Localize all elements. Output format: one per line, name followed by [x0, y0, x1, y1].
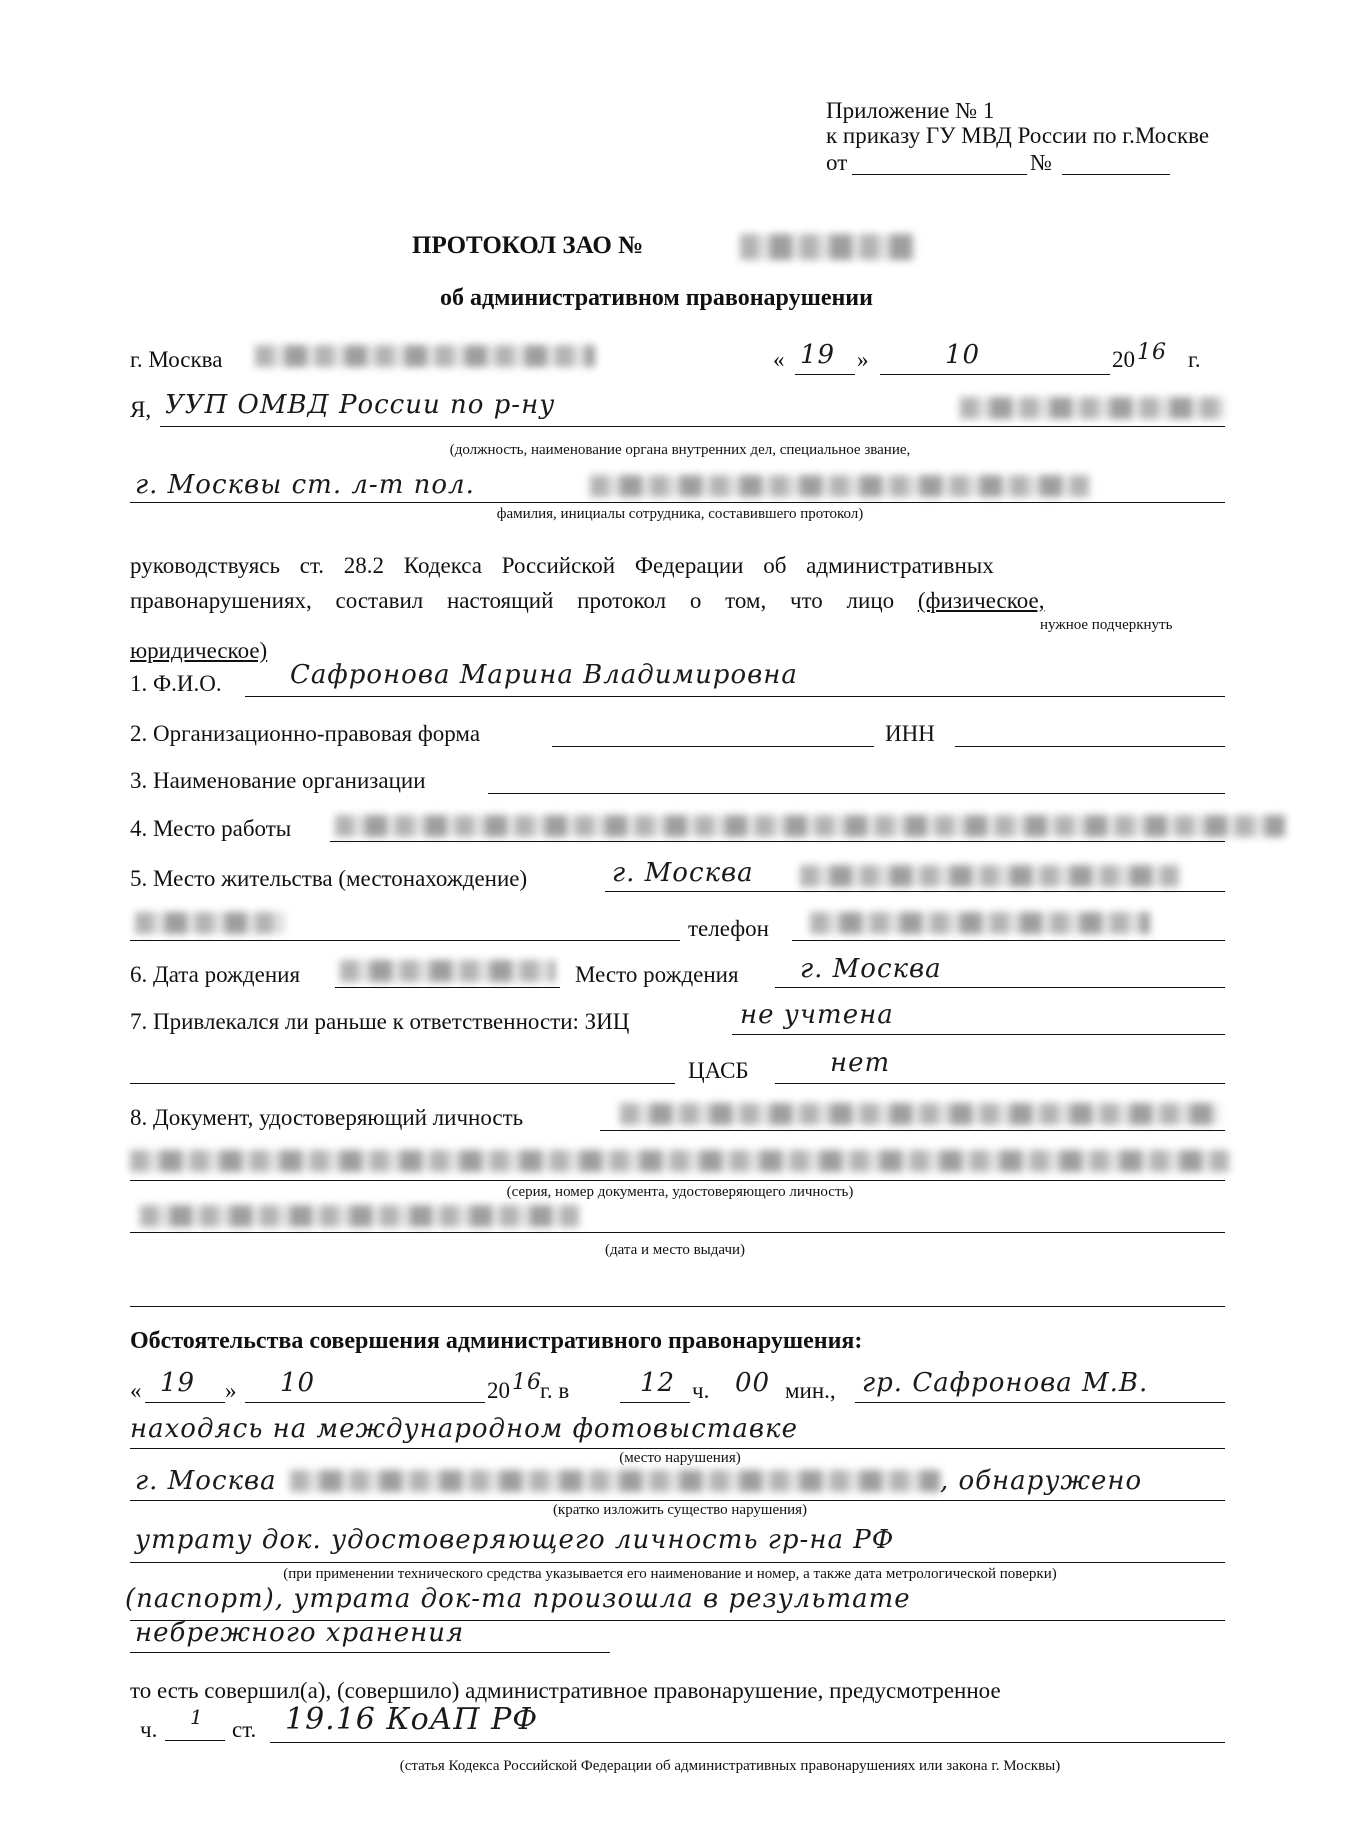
phone-line	[792, 940, 1225, 941]
violation-details: (паспорт), утрата док-та произошла в результате	[125, 1584, 911, 1614]
event-hour-unit: ч.	[692, 1378, 710, 1403]
event-day: 19	[160, 1368, 196, 1398]
redacted-district	[960, 397, 1225, 419]
offender-line	[855, 1402, 1225, 1403]
redacted-residence-2	[135, 912, 285, 934]
place-caption: (место нарушения)	[619, 1450, 741, 1466]
intro-text: правонарушениях, составил настоящий протокол о том, что лицо	[130, 588, 918, 613]
event-hour: 12	[640, 1368, 676, 1398]
event-year-unit: г. в	[540, 1378, 570, 1403]
year-unit: г.	[1188, 347, 1201, 372]
month-value: 10	[945, 340, 981, 370]
intro-line-1: руководствуясь ст. 28.2 Кодекса Российской Федерации об административных	[130, 553, 994, 578]
redacted-residence	[800, 865, 1180, 887]
quote-close: »	[857, 347, 869, 372]
redacted-birthdate	[340, 960, 555, 982]
city-label: г. Москва	[130, 347, 223, 372]
officer-prefix: Я,	[130, 397, 152, 422]
organization-label: 3. Наименование организации	[130, 768, 426, 793]
zic-value: не учтена	[740, 1000, 894, 1030]
article-caption: (статья Кодекса Российской Федерации об административных правонарушениях или закона г. Москвы)	[399, 1758, 1061, 1774]
violation-city: г. Москва	[135, 1466, 277, 1496]
part-value: 1	[190, 1705, 204, 1729]
day-value: 19	[800, 340, 836, 370]
violation-essence: утрату док. удостоверяющего личность гр-на РФ	[135, 1525, 895, 1555]
event-year-suffix: 16	[512, 1370, 542, 1395]
residence-line-2	[130, 940, 680, 941]
violation-place: находясь на международном фотовыставке	[130, 1414, 798, 1444]
residence-value: г. Москва	[612, 858, 754, 888]
redacted-officer-name	[590, 475, 1090, 497]
inn-line	[955, 746, 1225, 747]
fio-line	[245, 696, 1225, 697]
details-line-2	[130, 1652, 610, 1653]
protocol-document: Приложение № 1 к приказу ГУ МВД России по г.Москве от № ПРОТОКОЛ ЗАО № об административном правонарушении г. Москва « 19 » 10 20 16 г. Я, УУП ОМВД России по р-ну (должность, наименование органа внутренних дел, специальное звание, г. Москвы ст. л-т пол. фамилия, инициалы сотрудника, составившего протокол) руководствуясь ст. 28.2 Кодекса Российской Федерации об административных правонарушениях, составил настоящий протокол о том, что лицо (физическое, нужное подчеркнуть юридическое) 1. Ф.И.О. Сафронова Марина Владимировна 2. Организационно-правовая форма ИНН 3. Наименование организации 4. Место работы 5. Место жительства (местонахождение) г. Москва телефон 6. Дата рождения Место рождения г. Москва 7. Привлекался ли раньше к ответственности: ЗИЦ не учтена ЦАСБ нет 8. Документ, удостоверяющий личность (серия, номер документа, удостоверяющего личность) (дата и место выдачи) Обстоятельства совершения административного правонарушения: « 19 » 10 20 16 г. в 12 ч. 00 мин., гр. Сафронова М.В. находясь на международном фотовыставке (место нарушения) г. Москва , обнаружено (кратко изложить существо нарушения) утрату док. удостоверяющего личность гр-на РФ (при применении технического средства указывается его наименование и номер, а также дата метрологической поверки) (паспорт), утрата док-та произошла в результате небрежного хранения то есть совершил(а), (совершило) административное правонарушение, предусмотренное ч. 1 ст. 19.16 КоАП РФ (статья Кодекса Российской Федерации об административных правонарушениях или закона г. Москвы)	[0, 0, 1350, 1848]
birthplace-line	[775, 987, 1225, 988]
redacted-workplace	[335, 815, 1285, 837]
casb-value: нет	[830, 1048, 891, 1078]
officer-line-1	[160, 426, 1225, 427]
redacted-violation-address	[290, 1470, 940, 1492]
place-line	[130, 1448, 1225, 1449]
residence-label: 5. Место жительства (местонахождение)	[130, 866, 528, 891]
violation-details-2: небрежного хранения	[135, 1618, 465, 1648]
birthplace-value: г. Москва	[800, 954, 942, 984]
essence-caption: (кратко изложить существо нарушения)	[552, 1502, 808, 1518]
redacted-document-2	[130, 1150, 1230, 1172]
circumstances-heading: Обстоятельства совершения административного правонарушения:	[130, 1328, 863, 1354]
fio-label: 1. Ф.И.О.	[130, 671, 222, 696]
quote-open: «	[773, 347, 785, 372]
document-line-2	[130, 1180, 1225, 1181]
event-year-prefix: 20	[487, 1378, 510, 1403]
event-hour-line	[620, 1402, 690, 1403]
year-prefix: 20	[1112, 347, 1135, 372]
order-number-label: №	[1030, 150, 1052, 175]
officer-rank: г. Москвы ст. л-т пол.	[135, 470, 475, 500]
event-month: 10	[280, 1368, 316, 1398]
casb-label: ЦАСБ	[688, 1058, 749, 1083]
zic-line	[732, 1034, 1225, 1035]
order-from-label: от	[826, 150, 848, 175]
intro-line-2	[130, 588, 1044, 614]
event-minute-unit: мин.,	[785, 1378, 836, 1403]
conclusion-text: то есть совершил(а), (совершило) административное правонарушение, предусмотренное	[130, 1678, 1001, 1703]
redacted-protocol-number	[740, 234, 915, 260]
officer-caption-1: (должность, наименование органа внутренних дел, специальное звание,	[449, 442, 911, 458]
offender-short-name: гр. Сафронова М.В.	[862, 1368, 1149, 1398]
legal-form-label: 2. Организационно-правовая форма	[130, 721, 481, 746]
redacted-phone	[810, 912, 1150, 934]
inn-label: ИНН	[885, 721, 935, 746]
blank-line	[130, 1306, 1225, 1307]
part-label: ч.	[140, 1717, 158, 1742]
fio-value: Сафронова Марина Владимировна	[290, 660, 798, 690]
month-line	[880, 374, 1110, 375]
essence-line	[130, 1500, 1225, 1501]
order-reference: к приказу ГУ МВД России по г.Москве	[826, 123, 1210, 148]
event-day-line	[145, 1402, 225, 1403]
issue-caption: (дата и место выдачи)	[604, 1242, 746, 1258]
underline-hint: нужное подчеркнуть	[1040, 617, 1173, 633]
birthdate-line	[335, 987, 560, 988]
appendix-label: Приложение № 1	[826, 98, 995, 123]
officer-caption-2: фамилия, инициалы сотрудника, составившего протокол)	[496, 506, 864, 522]
redacted-document	[620, 1103, 1220, 1125]
officer-line-2	[130, 502, 1225, 503]
device-caption: (при применении технического средства указывается его наименование и номер, а также дата метрологической поверки)	[283, 1566, 1057, 1582]
document-caption: (серия, номер документа, удостоверяющего личность)	[506, 1184, 854, 1200]
order-number-line	[1062, 174, 1170, 175]
birthplace-label: Место рождения	[575, 962, 739, 987]
order-date-line	[852, 174, 1027, 175]
issue-line	[130, 1232, 1225, 1233]
intro-physical: (физическое,	[917, 588, 1045, 613]
article-line	[270, 1742, 1225, 1743]
record-line-2	[130, 1083, 675, 1084]
part-line	[165, 1740, 225, 1741]
redacted-issue	[140, 1205, 580, 1227]
officer-position: УУП ОМВД России по р-ну	[165, 390, 556, 420]
redacted-address	[255, 345, 595, 367]
essence-line-2	[130, 1562, 1225, 1563]
article-value: 19.16 КоАП РФ	[285, 1702, 539, 1737]
workplace-label: 4. Место работы	[130, 816, 292, 841]
event-minute: 00	[735, 1368, 771, 1398]
event-month-line	[245, 1402, 485, 1403]
year-suffix: 16	[1137, 340, 1167, 365]
article-label: ст.	[232, 1717, 257, 1742]
document-line	[600, 1130, 1225, 1131]
record-label: 7. Привлекался ли раньше к ответственности: ЗИЦ	[130, 1009, 630, 1034]
intro-line-3: юридическое)	[130, 638, 268, 663]
organization-line	[488, 793, 1225, 794]
legal-form-line	[552, 746, 874, 747]
casb-line	[775, 1083, 1225, 1084]
birthdate-label: 6. Дата рождения	[130, 962, 301, 987]
residence-line	[605, 891, 1225, 892]
document-label: 8. Документ, удостоверяющий личность	[130, 1105, 524, 1130]
phone-label: телефон	[688, 916, 769, 941]
day-line	[795, 374, 855, 375]
page-subtitle: об административном правонарушении	[440, 285, 873, 311]
workplace-line	[330, 841, 1225, 842]
page-title: ПРОТОКОЛ ЗАО №	[412, 232, 644, 259]
violation-found: , обнаружено	[940, 1466, 1143, 1496]
